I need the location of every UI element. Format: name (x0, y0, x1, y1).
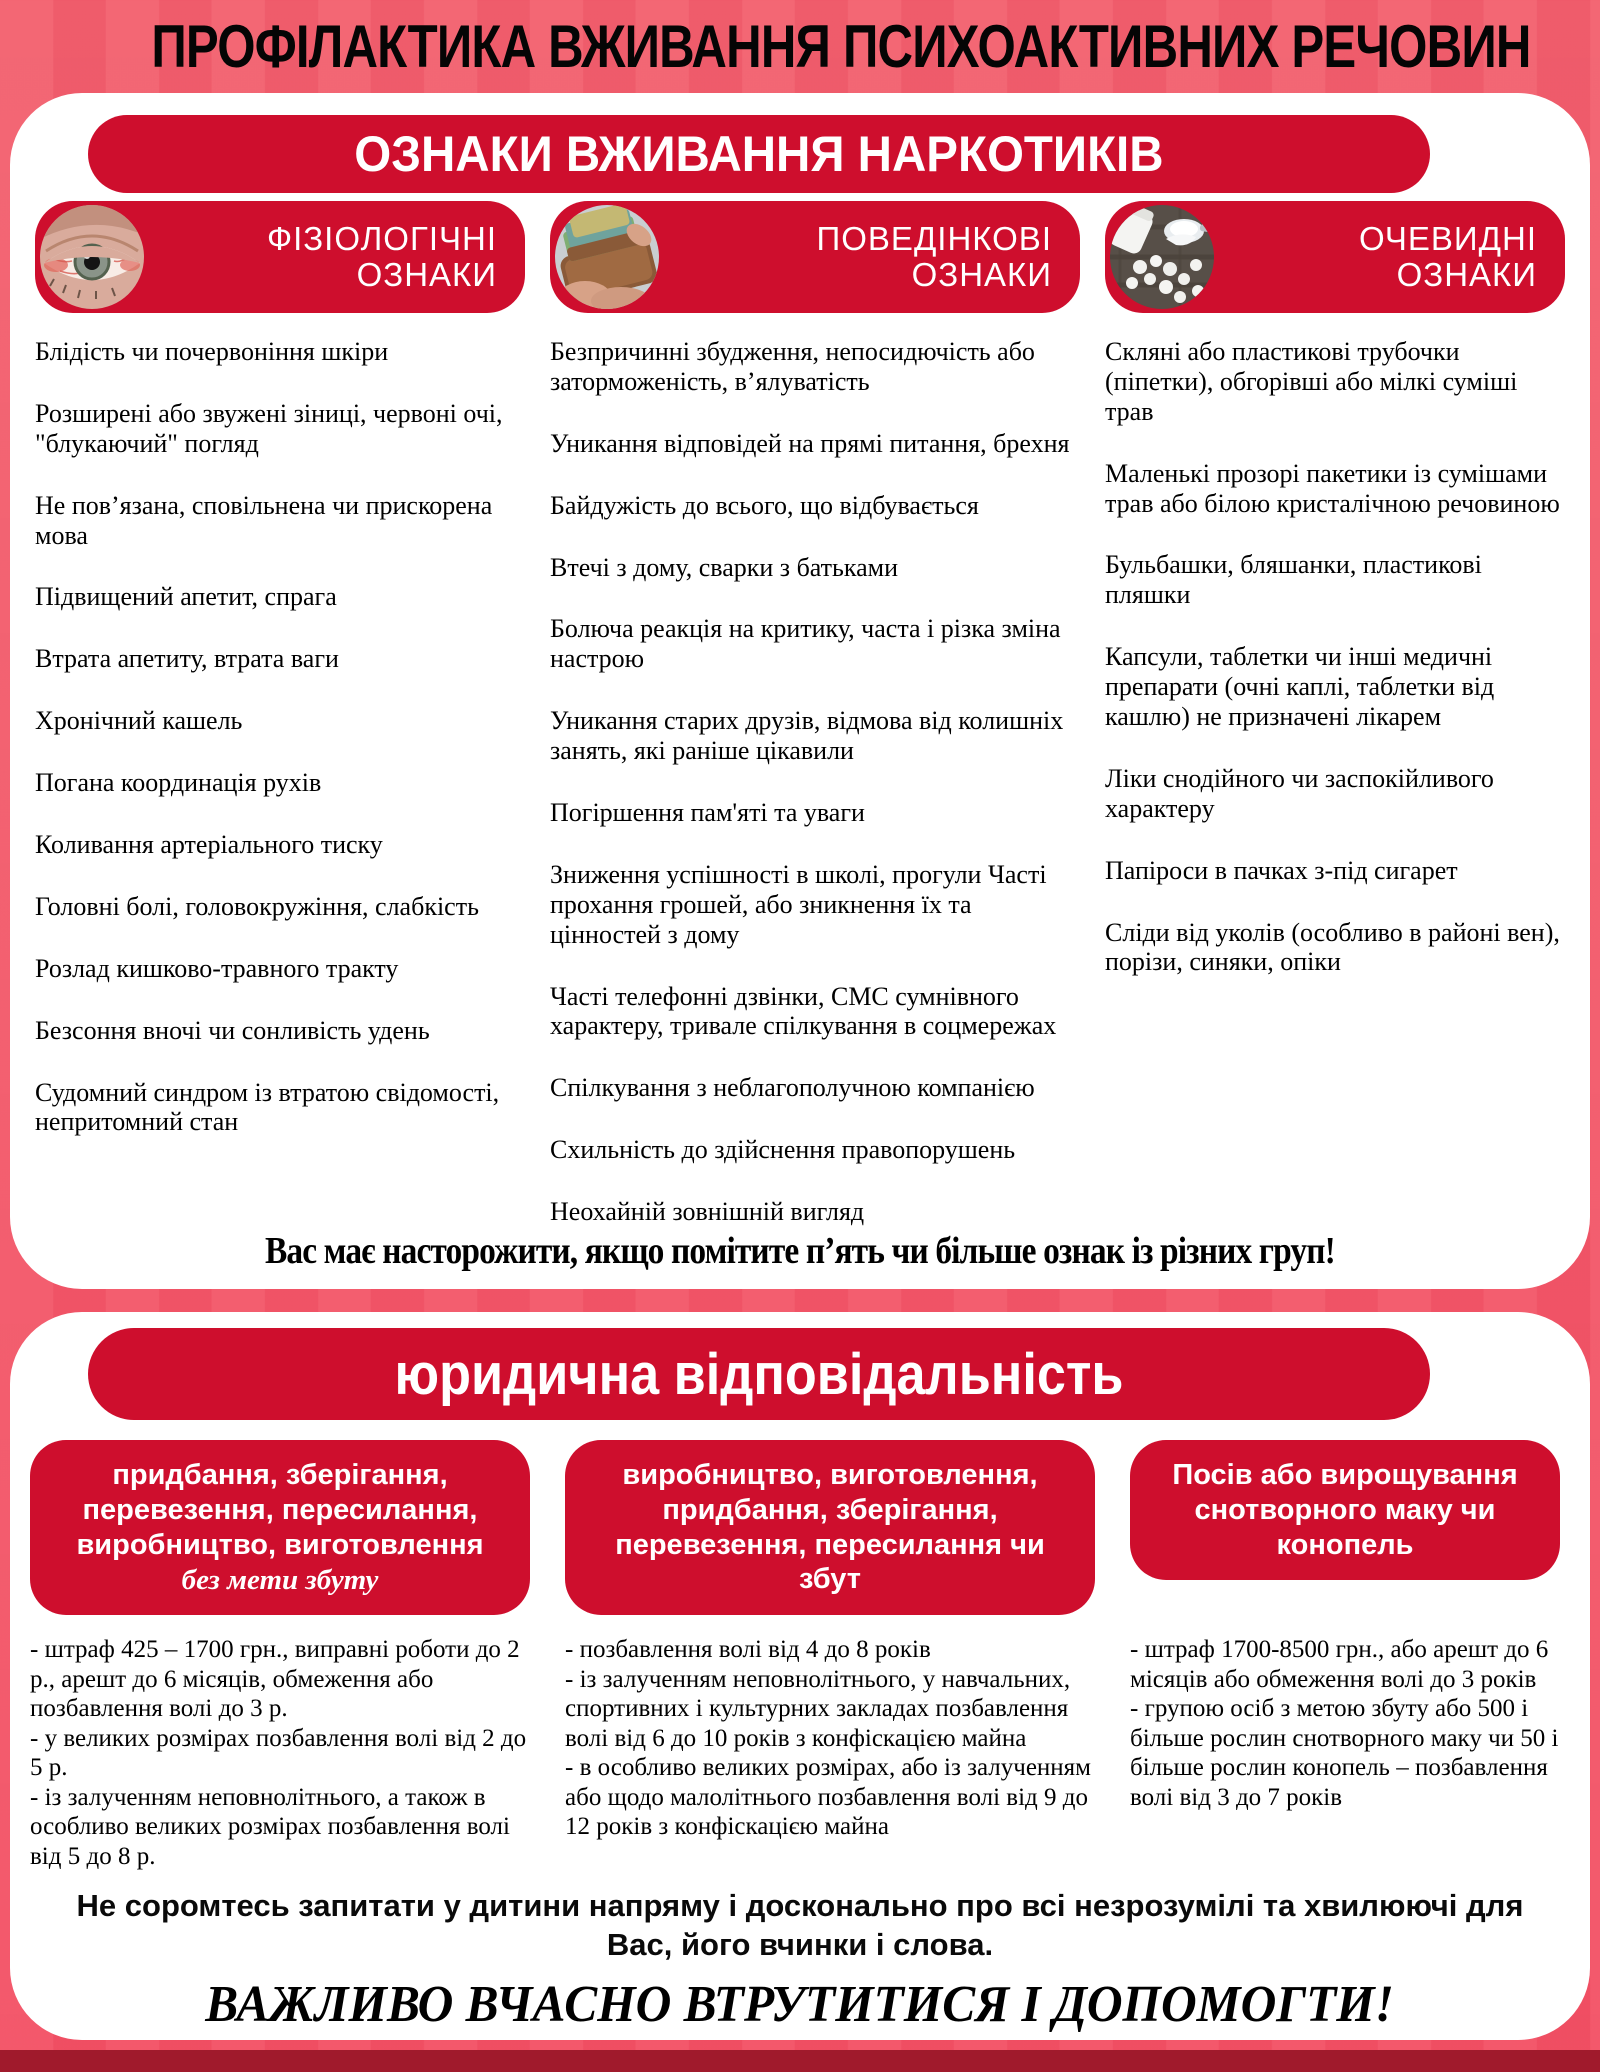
obvious-title (1214, 221, 1565, 294)
legal-chip-possession-title: придбання, зберігання, перевезення, пересилання, виробництво, виготовлення (76, 1459, 484, 1561)
legal-banner (88, 1328, 1430, 1420)
sign-item: Уникання старих друзів, відмова від колишніх занять, які раніше цікавили (550, 706, 1064, 766)
sign-item: Безсоння вночі чи сонливість удень (35, 1015, 430, 1045)
legal-banner-text: юридична відповідальність (394, 1341, 1124, 1407)
sign-item: Розширені або звужені зіниці, червоні очі, "блукаючий" погляд (35, 398, 503, 458)
bottom-strip (0, 2050, 1600, 2072)
sign-item: Коливання артеріального тиску (35, 830, 383, 860)
physiological-title (144, 221, 525, 294)
sign-item: Підвищений апетит, спрага (35, 582, 337, 612)
physiological-header-chip (35, 201, 525, 313)
sign-item: Судомний синдром із втратою свідомості, непритомний стан (35, 1077, 500, 1137)
money-wallet-photo (555, 205, 659, 309)
sign-item: Капсули, таблетки чи інші медичні препарати (очні каплі, таблетки від кашлю) не призначені лікарем (1105, 642, 1495, 732)
sign-item: Ліки снодійного чи заспокійливого характеру (1105, 763, 1494, 823)
obvious-header-chip (1105, 201, 1565, 313)
page-title (0, 12, 1600, 81)
physiological-title-line2: ОЗНАКИ (356, 256, 497, 293)
obvious-title-line2: ОЗНАКИ (1396, 256, 1537, 293)
sign-item: Маленькі прозорі пакетики із сумішами трав або білою кристалічною речовиною (1105, 458, 1560, 518)
sign-item: Схильність до здійснення правопорушень (550, 1135, 1016, 1165)
sign-item: Уникання відповідей на прямі питання, брехня (550, 428, 1070, 458)
slogan-text (10, 1975, 1590, 2034)
sign-item: Болюча реакція на критику, часта і різка зміна настрою (550, 614, 1061, 674)
legal-chip-production (565, 1440, 1095, 1615)
signs-banner-text: ОЗНАКИ ВЖИВАННЯ НАРКОТИКІВ (354, 126, 1164, 182)
sign-item: Втечі з дому, сварки з батьками (550, 552, 899, 582)
legal-chip-production-title: виробництво, виготовлення, придбання, зберігання, перевезення, пересилання чи збут (615, 1459, 1045, 1596)
behavioral-title (659, 221, 1080, 294)
legal-chip-cultivation-title: Посів або вирощування снотворного маку чи конопель (1172, 1459, 1518, 1561)
signs-warning-text: Вас має насторожити, якщо помітите п’ять чи більше ознак із різних груп! (265, 1230, 1335, 1272)
signs-column-obvious (1105, 201, 1565, 1259)
signs-warning (10, 1229, 1590, 1273)
sign-item: Спілкування з неблагополучною компанією (550, 1073, 1035, 1103)
sign-item: Хронічний кашель (35, 706, 243, 736)
physiological-title-line1: ФІЗІОЛОГІЧНІ (266, 219, 497, 257)
legal-item: - в особливо великих розмірах, або із залученням або щодо малолітнього позбавлення волі від 9 до 12 років з конфіскацією майна (565, 1754, 1092, 1841)
behavioral-title-line2: ОЗНАКИ (911, 256, 1052, 293)
sign-item: Не пов’язана, сповільнена чи прискорена мова (35, 490, 493, 550)
legal-text-possession (30, 1635, 530, 1871)
behavioral-title-line1: ПОВЕДІНКОВІ (816, 219, 1052, 257)
legal-grid (10, 1440, 1590, 1871)
sign-item: Скляні або пластикові трубочки (піпетки), обгорівші або мілкі суміші трав (1105, 337, 1518, 426)
legal-item: - із залученням неповнолітнього, а також в особливо великих розмірах позбавлення волі від 5 до 8 р. (30, 1783, 510, 1870)
sign-item: Головні болі, головокружіння, слабкість (35, 891, 479, 921)
sign-item: Розлад кишково-травного тракту (35, 953, 399, 983)
legal-chip-possession (30, 1440, 530, 1615)
signs-column-behavioral (550, 201, 1080, 1259)
sign-item: Неохайній зовнішній вигляд (550, 1197, 865, 1227)
legal-item: - у великих розмірах позбавлення волі від 2 до 5 р. (30, 1724, 527, 1782)
behavioral-signs-list (550, 337, 1080, 1227)
signs-banner (88, 115, 1430, 193)
legal-chip-cultivation (1130, 1440, 1560, 1580)
sign-item: Зниження успішності в школі, прогули Часті прохання грошей, або зникнення їх та цінностей з дому (550, 859, 1047, 949)
signs-card (10, 93, 1590, 1289)
sign-item: Папіроси в пачках з-під сигарет (1105, 855, 1458, 885)
legal-item: - із залученням неповнолітнього, у навчальних, спортивних і культурних закладах позбавлення волі від 6 до 10 років з конфіскацією майна (565, 1665, 1071, 1752)
legal-item: - штраф 425 – 1700 грн., виправні роботи до 2 р., арешт до 6 місяців, обмеження або позбавлення волі до 3 р. (30, 1636, 520, 1723)
signs-column-physiological (35, 201, 525, 1259)
physiological-signs-list (35, 337, 525, 1137)
legal-text-production (565, 1635, 1095, 1871)
advice-text: Не соромтесь запитати у дитини напряму і досконально про всі незрозумілі та хвилюючі для Вас, його вчинки і слова. (76, 1888, 1524, 1963)
sign-item: Бульбашки, бляшанки, пластикові пляшки (1105, 550, 1482, 610)
sign-item: Байдужість до всього, що відбувається (550, 490, 979, 520)
legal-item: - позбавлення волі від 4 до 8 років (565, 1636, 931, 1664)
legal-item: - групою осіб з метою збуту або 500 і більше рослин снотворного маку чи 50 і більше рослин конопель – позбавлення волі від 3 до 7 років (1130, 1695, 1559, 1811)
pills-powder-photo (1110, 205, 1214, 309)
legal-text-cultivation (1130, 1635, 1560, 1871)
obvious-signs-list (1105, 337, 1565, 977)
obvious-title-line1: ОЧЕВИДНІ (1358, 219, 1537, 257)
behavioral-header-chip (550, 201, 1080, 313)
sign-item: Втрата апетиту, втрата ваги (35, 644, 339, 674)
legal-chip-possession-note: без мети збуту (181, 1564, 379, 1597)
sign-item: Погіршення пам'яті та уваги (550, 798, 865, 828)
sign-item: Погана координація рухів (35, 768, 322, 798)
page-title-text: ПРОФІЛАКТИКА ВЖИВАННЯ ПСИХОАКТИВНИХ РЕЧОВИН (151, 13, 1531, 80)
sign-item: Блідість чи почервоніння шкіри (35, 337, 389, 366)
sign-item: Часті телефонні дзвінки, СМС сумнівного характеру, тривале спілкування в соцмережах (550, 981, 1057, 1041)
sign-item: Безпричинні збудження, непосидючість або заторможеність, в’ялуватість (550, 337, 1035, 396)
slogan-text-inner: ВАЖЛИВО ВЧАСНО ВТРУТИТИСЯ І ДОПОМОГТИ! (205, 1975, 1395, 2033)
legal-item: - штраф 1700-8500 грн., або арешт до 6 місяців або обмеження волі до 3 років (1130, 1636, 1549, 1693)
eye-photo (40, 205, 144, 309)
sign-item: Сліди від уколів (особливо в районі вен), порізи, синяки, опіки (1105, 917, 1560, 977)
legal-card (10, 1312, 1590, 2040)
signs-columns (10, 201, 1590, 1259)
